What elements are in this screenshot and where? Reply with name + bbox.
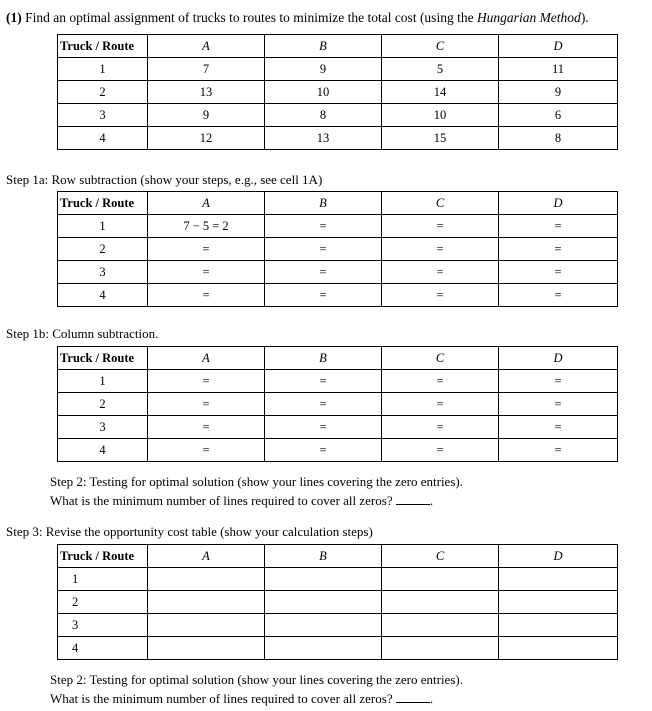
table-row [58,104,618,127]
answer-cell[interactable]: = [382,393,499,416]
answer-cell[interactable] [265,637,382,660]
answer-cell[interactable]: = [265,439,382,462]
col-header-b: B [265,35,382,58]
truck-label: 4 [58,284,148,307]
cost-cell: 13 [148,81,265,104]
answer-cell[interactable] [265,568,382,591]
truck-label: 4 [58,439,148,462]
cost-cell: 9 [148,104,265,127]
answer-blank[interactable] [396,503,430,505]
answer-cell[interactable]: = [382,416,499,439]
step2-question-text: What is the minimum number of lines required to cover all zeros? [50,493,396,508]
answer-cell[interactable]: = [148,393,265,416]
truck-label: 4 [58,127,148,150]
method-name: Hungarian Method [476,10,581,25]
answer-cell[interactable] [499,614,618,637]
col-header-d: D [499,545,618,568]
answer-cell[interactable]: = [148,284,265,307]
cost-cell: 6 [499,104,618,127]
answer-cell[interactable]: = [148,238,265,261]
truck-label: 1 [58,215,148,238]
col-header-c: C [382,35,499,58]
step1b-title: Step 1b: Column subtraction. [6,326,159,341]
col-header-b: B [265,347,382,370]
truck-label: 1 [58,568,148,591]
table-row [58,591,618,614]
answer-cell[interactable]: = [265,238,382,261]
cost-cell: 11 [499,58,618,81]
answer-cell[interactable] [499,568,618,591]
step3-table [57,544,618,660]
step2-instruction: Step 2: Testing for optimal solution (show your lines covering the zero entries). [50,474,463,489]
answer-cell[interactable] [265,614,382,637]
answer-cell[interactable]: = [499,439,618,462]
truck-label: 2 [58,393,148,416]
cost-cell: 14 [382,81,499,104]
answer-cell[interactable] [382,568,499,591]
col-header-c: C [382,192,499,215]
table-row [58,370,618,393]
col-header-b: B [265,192,382,215]
cost-cell: 9 [499,81,618,104]
truck-label: 2 [58,591,148,614]
truck-label: 1 [58,58,148,81]
answer-cell[interactable] [265,591,382,614]
answer-cell[interactable]: = [148,416,265,439]
question-text-pre: Find an optimal assignment of trucks to routes to minimize the total cost (using the [21,10,477,25]
table-row [58,58,618,81]
table-header-row [58,35,618,58]
answer-cell[interactable]: = [499,393,618,416]
table-header-row [58,347,618,370]
answer-cell[interactable]: 7 − 5 = 2 [148,215,265,238]
answer-cell[interactable] [382,637,499,660]
col-header-d: D [499,347,618,370]
answer-cell[interactable]: = [499,416,618,439]
truck-label: 4 [58,637,148,660]
col-header-a: A [148,35,265,58]
step1a-title: Step 1a: Row subtraction (show your steps, e.g., see cell 1A) [6,172,323,187]
answer-cell[interactable]: = [265,393,382,416]
cost-cell: 5 [382,58,499,81]
answer-cell[interactable]: = [148,439,265,462]
question-label: (1) [6,10,22,25]
answer-cell[interactable]: = [499,215,618,238]
col-header-d: D [499,35,618,58]
table-header-row [58,192,618,215]
truck-label: 3 [58,416,148,439]
answer-cell[interactable]: = [499,284,618,307]
step2-question [50,493,433,509]
cost-cell: 10 [382,104,499,127]
answer-cell[interactable]: = [148,261,265,284]
answer-cell[interactable]: = [499,261,618,284]
answer-cell[interactable] [499,637,618,660]
answer-cell[interactable]: = [265,215,382,238]
question-title [6,10,589,26]
table-row [58,568,618,591]
table-row [58,439,618,462]
question-text-post: ). [580,10,589,25]
truck-label: 2 [58,238,148,261]
row-header: Truck / Route [58,192,148,215]
answer-cell[interactable] [499,591,618,614]
col-header-d: D [499,192,618,215]
table-row [58,416,618,439]
step1a-table [57,191,618,307]
answer-cell[interactable]: = [148,370,265,393]
answer-cell[interactable] [148,614,265,637]
table-row [58,81,618,104]
truck-label: 2 [58,81,148,104]
truck-label: 1 [58,370,148,393]
cost-cell: 12 [148,127,265,150]
row-header: Truck / Route [58,35,148,58]
col-header-a: A [148,192,265,215]
period: . [429,691,434,706]
truck-label: 3 [58,261,148,284]
table-row [58,393,618,416]
answer-cell[interactable] [148,591,265,614]
answer-cell[interactable]: = [499,370,618,393]
table-header-row [58,545,618,568]
step2-question-repeat [50,691,433,707]
row-header: Truck / Route [58,545,148,568]
cost-cell: 8 [265,104,382,127]
table-row [58,215,618,238]
col-header-b: B [265,545,382,568]
answer-cell[interactable] [148,568,265,591]
answer-cell[interactable]: = [382,284,499,307]
col-header-c: C [382,545,499,568]
cost-cell: 7 [148,58,265,81]
step1b-table [57,346,618,462]
truck-label: 3 [58,104,148,127]
answer-cell[interactable]: = [265,261,382,284]
table-row [58,238,618,261]
answer-cell[interactable]: = [265,284,382,307]
step2-instruction-repeat: Step 2: Testing for optimal solution (show your lines covering the zero entries). [50,672,463,687]
answer-cell[interactable] [382,591,499,614]
table-row [58,261,618,284]
cost-cell: 15 [382,127,499,150]
step3-title: Step 3: Revise the opportunity cost table (show your calculation steps) [6,524,373,539]
col-header-a: A [148,545,265,568]
answer-cell[interactable]: = [382,370,499,393]
answer-cell[interactable] [382,614,499,637]
truck-label: 3 [58,614,148,637]
table-row [58,614,618,637]
cost-cell: 10 [265,81,382,104]
cost-cell: 9 [265,58,382,81]
table-row [58,127,618,150]
cost-table [57,34,618,150]
answer-cell[interactable]: = [382,238,499,261]
answer-cell[interactable]: = [265,370,382,393]
answer-cell[interactable]: = [382,261,499,284]
col-header-a: A [148,347,265,370]
row-header: Truck / Route [58,347,148,370]
table-row [58,284,618,307]
answer-cell[interactable] [148,637,265,660]
answer-cell[interactable]: = [382,439,499,462]
cost-cell: 13 [265,127,382,150]
table-row [58,637,618,660]
answer-cell[interactable]: = [382,215,499,238]
answer-cell[interactable]: = [265,416,382,439]
cost-cell: 8 [499,127,618,150]
answer-cell[interactable]: = [499,238,618,261]
step2-question-text: What is the minimum number of lines required to cover all zeros? [50,691,396,706]
col-header-c: C [382,347,499,370]
answer-blank[interactable] [396,701,430,703]
period: . [429,493,434,508]
